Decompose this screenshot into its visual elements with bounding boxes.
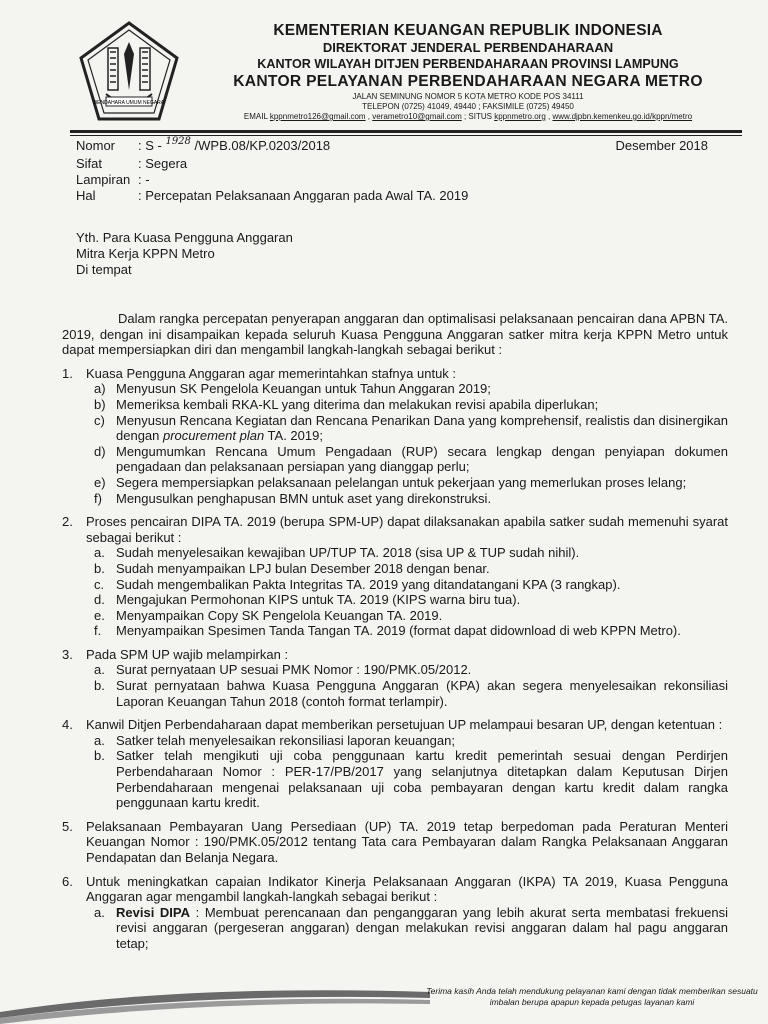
sub-text: Satker telah mengikuti uji coba penggunaan kartu kredit pemerintah sesuai dengan Perdirjen Perbendaharaan Nomor : PER-17/PB/2017 yang selanjutnya ditetapkan dalam Keputusan Dirjen Perbendaharaan mengenai pelaksanaan uji coba pembayaran dengan kartu kredit dalam rangka penggunaan kartu kredit. [116, 748, 728, 811]
lampiran-value: : - [138, 172, 150, 187]
contact-separator: , [545, 112, 553, 121]
sifat-value: : Segera [138, 156, 188, 171]
nomor-label: Nomor [76, 138, 116, 153]
sub-text [116, 905, 728, 952]
sub-marker: e. [94, 607, 105, 623]
list-item [62, 819, 728, 866]
sub-text: Sudah mengembalikan Pakta Integritas TA. 2019 yang ditandatangani KPA (3 rangkap). [116, 576, 621, 592]
sub-item [86, 905, 728, 952]
sub-marker: a) [94, 381, 106, 397]
regional-office-name: KANTOR WILAYAH DITJEN PERBENDAHARAAN PROVINSI LAMPUNG [257, 57, 679, 71]
sub-text-part: : Membuat perencanaan dan penganggaran yang lebih akurat serta membatasi frekuensi revisi anggaran (pergeseran anggaran) dengan melakukan revisi anggaran dalam hal pagu anggaran tetap; [116, 904, 728, 951]
recipient-line: Mitra Kerja KPPN Metro [76, 246, 215, 261]
sifat-label: Sifat [76, 156, 103, 171]
hal-value: : Percepatan Pelaksanaan Anggaran pada Awal TA. 2019 [138, 188, 469, 203]
sub-marker: a. [94, 662, 105, 678]
item-number: 3. [62, 646, 73, 662]
contact-separator: , [365, 112, 373, 121]
lampiran-row [76, 172, 716, 188]
office-contact [196, 112, 740, 122]
sub-item [86, 413, 728, 444]
sub-marker: b. [94, 560, 105, 576]
sub-item [86, 662, 728, 678]
recipient-block [76, 230, 293, 278]
item-number: 1. [62, 365, 73, 381]
sub-text-part: TA. 2019; [264, 428, 323, 444]
item-number: 6. [62, 873, 73, 889]
sub-text-bold: Revisi DIPA [116, 904, 191, 920]
email-link-2[interactable]: verametro10@gmail.com [372, 112, 462, 121]
email-label: EMAIL [243, 112, 268, 121]
sub-item [86, 545, 728, 561]
footer-line: imbalan berupa apapun kepada petugas layanan kami [489, 997, 695, 1007]
sub-item [86, 733, 728, 749]
site-link-1[interactable]: kppnmetro.org [494, 112, 546, 121]
sub-text: Segera mempersiapkan pelaksanaan pelelangan untuk pekerjaan yang memerlukan proses lelang; [116, 474, 687, 490]
directorate-name: DIREKTORAT JENDERAL PERBENDAHARAAN [322, 40, 614, 55]
item-text: Proses pencairan DIPA TA. 2019 (berupa SPM-UP) dapat dilaksanakan apabila satker sudah memenuhi syarat sebagai berikut : [86, 514, 728, 545]
sub-item [86, 444, 728, 475]
ministry-emblem-icon [76, 20, 182, 124]
sub-marker: b. [94, 748, 105, 764]
sub-item [86, 561, 728, 577]
sub-marker: c) [94, 412, 105, 428]
list-item [62, 874, 728, 952]
sub-marker: b. [94, 678, 105, 694]
item-text: Kanwil Ditjen Perbendaharaan dapat memberikan persetujuan UP melampaui besaran UP, dengan ketentuan : [86, 717, 723, 733]
sub-marker: b) [94, 396, 106, 412]
sub-text: Sudah menyampaikan LPJ bulan Desember 2018 dengan benar. [116, 560, 490, 576]
nomor-prefix: : S - [138, 138, 166, 153]
intro-paragraph: Dalam rangka percepatan penyerapan anggaran dan optimalisasi pelaksanaan pencairan dana APBN TA. 2019, dengan ini disampaikan kepada seluruh Kuasa Pengguna Anggaran satker mitra kerja KPPN Metro untuk dapat mempersiapkan diri dan mengambil langkah-langkah sebagai berikut : [62, 311, 728, 358]
sub-text: Menyampaikan Spesimen Tanda Tangan TA. 2019 (format dapat didownload di web KPPN Metro). [116, 623, 681, 639]
letter-meta [76, 138, 716, 204]
sub-text: Menyampaikan Copy SK Pengelola Keuangan TA. 2019. [116, 607, 443, 623]
item-text: Kuasa Pengguna Anggaran agar memerintahkan stafnya untuk : [86, 365, 457, 381]
footer-note [420, 986, 764, 1008]
recipient-line: Yth. Para Kuasa Pengguna Anggaran [76, 230, 293, 245]
sub-text: Surat pernyataan bahwa Kuasa Pengguna Anggaran (KPA) akan segera menyelesaikan rekonsiliasi Laporan Keuangan Tahun 2018 (contoh format terlampir). [116, 678, 728, 709]
sub-text-part: Menyusun Rencana Kegiatan dan Rencana Penarikan Dana yang komprehensif, realistis dan disinergikan dengan [116, 412, 728, 444]
sub-marker: c. [94, 576, 105, 592]
list-item [62, 514, 728, 639]
item-text: Pada SPM UP wajib melampirkan : [86, 646, 289, 662]
office-phone: TELEPON (0725) 41049, 49440 ; FAKSIMILE (0725) 49450 [362, 102, 574, 111]
sub-marker: a. [94, 904, 105, 920]
sub-text: Sudah menyelesaikan kewajiban UP/TUP TA. 2018 (sisa UP & TUP sudah nihil). [116, 545, 580, 561]
sub-item [86, 381, 728, 397]
ministry-name: KEMENTERIAN KEUANGAN REPUBLIK INDONESIA [273, 22, 663, 39]
sub-text [116, 413, 728, 444]
nomor-handwritten: 1928 [165, 136, 191, 147]
letter-body [62, 311, 728, 952]
site-label: ; SITUS [461, 112, 495, 121]
office-name: KANTOR PELAYANAN PERBENDAHARAAN NEGARA METRO [233, 73, 703, 90]
sub-marker: a. [94, 732, 105, 748]
letterhead [196, 22, 740, 122]
sub-item [86, 491, 728, 507]
sub-marker: e) [94, 474, 106, 490]
sub-text: Mengumumkan Rencana Umum Pengadaan (RUP) secara lengkap dengan penyiapan dokumen pengadaan dan pelaksanaan persiapan yang dianggap perlu; [116, 443, 728, 475]
item-text: Untuk meningkatkan capaian Indikator Kinerja Pelaksanaan Anggaran (IKPA) TA 2019, Kuasa Pengguna Anggaran agar mengambil langkah-langkah sebagai berikut : [86, 873, 728, 905]
sub-text: Memeriksa kembali RKA-KL yang diterima dan melakukan revisi apabila diperlukan; [116, 396, 599, 412]
letter-date: Desember 2018 [615, 138, 708, 153]
sub-text: Surat pernyataan UP sesuai PMK Nomor : 190/PMK.05/2012. [116, 662, 472, 678]
sub-item [86, 577, 728, 593]
letterhead-divider [70, 130, 742, 133]
list-item [62, 366, 728, 506]
sub-item [86, 678, 728, 709]
sub-marker: f. [94, 623, 102, 639]
footer-line: Terima kasih Anda telah mendukung pelayanan kami dengan tidak memberikan sesuatu [426, 986, 758, 996]
sub-text: Mengusulkan penghapusan BMN untuk aset yang direkonstruksi. [116, 490, 492, 506]
sub-item [86, 475, 728, 491]
sub-text: Mengajukan Permohonan KIPS untuk TA. 2019 (KIPS warna biru tua). [116, 592, 521, 608]
site-link-2[interactable]: www.djpbn.kemenkeu.go.id/kppn/metro [552, 112, 693, 121]
sub-marker: d) [94, 443, 106, 459]
sub-item [86, 608, 728, 624]
item-number: 5. [62, 818, 73, 834]
hal-label: Hal [76, 188, 96, 203]
sub-item [86, 592, 728, 608]
sub-item [86, 623, 728, 639]
sub-marker: a. [94, 545, 105, 561]
lampiran-label: Lampiran [76, 172, 131, 187]
recipient-line: Di tempat [76, 262, 132, 277]
sub-item [86, 397, 728, 413]
sub-item [86, 748, 728, 810]
sifat-row [76, 156, 716, 172]
item-number: 2. [62, 514, 73, 530]
list-item [62, 717, 728, 811]
item-text: Pelaksanaan Pembayaran Uang Persediaan (UP) TA. 2019 tetap berpedoman pada Peraturan Menteri Keuangan Nomor : 190/PMK.05/2012 tentang Tata cara Pembayaran dalam Rangka Pelaksanaan Anggaran Pendapatan dan Belanja Negara. [86, 818, 728, 865]
logo-caption: BENDAHARA UMUM NEGARA [93, 100, 165, 106]
item-number: 4. [62, 717, 73, 733]
email-link-1[interactable]: kppnmetro126@gmail.com [269, 112, 366, 121]
hal-row [76, 188, 716, 204]
office-address: JALAN SEMINUNG NOMOR 5 KOTA METRO KODE POS 34111 [352, 92, 584, 101]
sub-text: Menyusun SK Pengelola Keuangan untuk Tahun Anggaran 2019; [116, 381, 491, 397]
nomor-suffix: /WPB.08/KP.0203/2018 [190, 138, 331, 153]
sub-text: Satker telah menyelesaikan rekonsiliasi laporan keuangan; [116, 732, 455, 748]
sub-marker: f) [94, 490, 102, 506]
sub-text-italic: procurement plan [163, 428, 265, 444]
sub-marker: d. [94, 592, 105, 608]
list-item [62, 647, 728, 709]
